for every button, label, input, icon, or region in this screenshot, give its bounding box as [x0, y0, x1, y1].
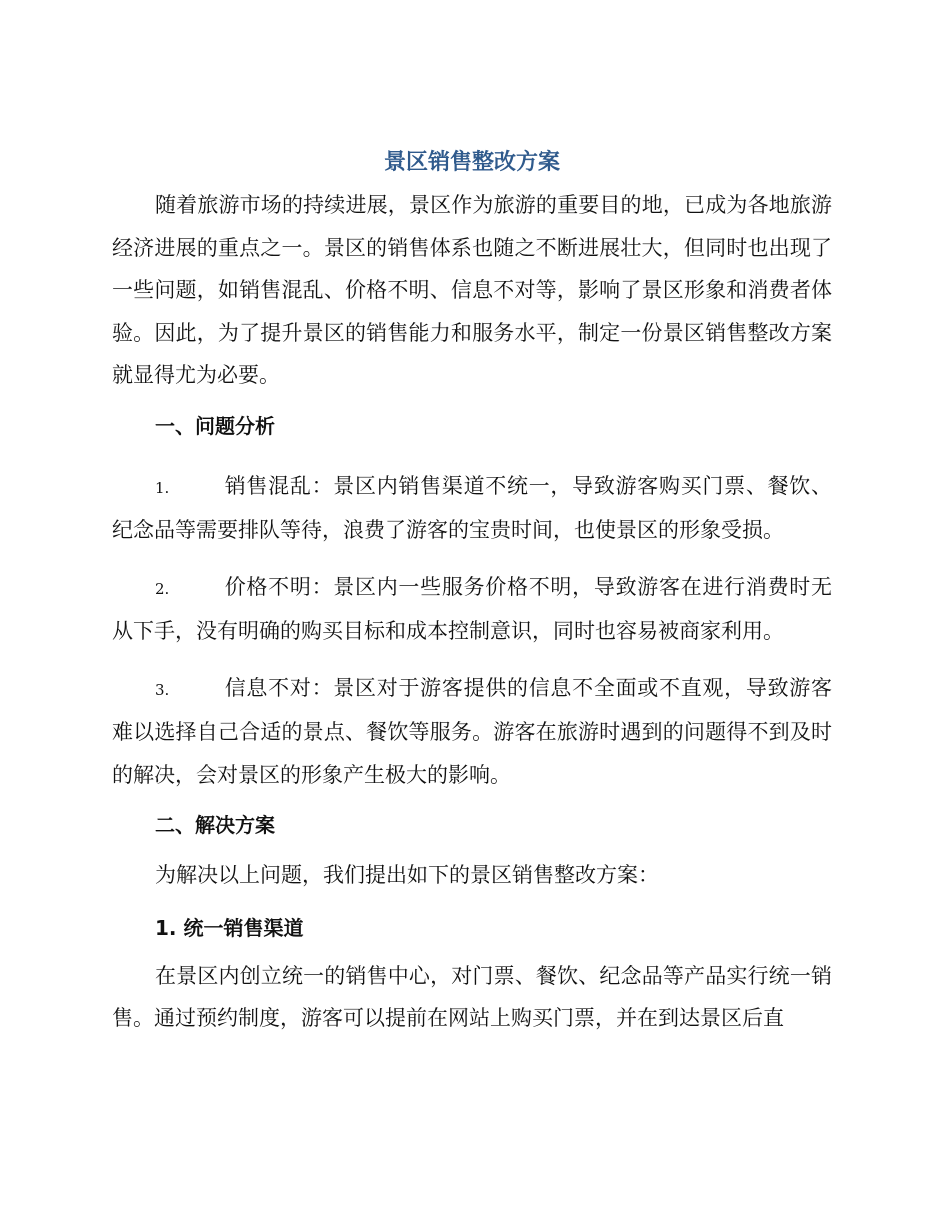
intro-paragraph: 随着旅游市场的持续进展，景区作为旅游的重要目的地，已成为各地旅游经济进展的重点之一。景区的销售体系也随之不断进展壮大，但同时也出现了一些问题，如销售混乱、价格不明、信息不对等，影响了景区形象和消费者体验。因此，为了提升景区的销售能力和服务水平，制定一份景区销售整改方案就显得尤为必要。	[112, 193, 832, 387]
section-heading-problem-analysis: 一、问题分析	[155, 413, 275, 438]
solutions-lead-paragraph: 为解决以上问题，我们提出如下的景区销售整改方案：	[155, 863, 659, 887]
problem-item-number: 2.	[155, 579, 170, 598]
problem-item	[112, 566, 832, 653]
document-title: 景区销售整改方案	[383, 150, 560, 175]
problem-item-text: 信息不对：景区对于游客提供的信息不全面或不直观，导致游客难以选择自己合适的景点、餐饮等服务。游客在旅游时遇到的问题得不到及时的解决，会对景区的形象产生极大的影响。	[112, 675, 832, 787]
section-heading-solutions: 二、解决方案	[155, 813, 275, 837]
problem-item-text: 销售混乱：景区内销售渠道不统一，导致游客购买门票、餐饮、纪念品等需要排队等待，浪费了游客的宝贵时间，也使景区的形象受损。	[112, 473, 832, 542]
subsection-heading-unified-sales: 1. 统一销售渠道	[155, 915, 304, 940]
problem-item	[112, 465, 832, 552]
unified-sales-paragraph: 在景区内创立统一的销售中心，对门票、餐饮、纪念品等产品实行统一销售。通过预约制度，游客可以提前在网站上购买门票，并在到达景区后直	[112, 963, 832, 1030]
problem-item-text: 价格不明：景区内一些服务价格不明，导致游客在进行消费时无从下手，没有明确的购买目标和成本控制意识，同时也容易被商家利用。	[112, 574, 832, 643]
problem-item	[112, 667, 832, 797]
problem-item-number: 1.	[155, 478, 170, 497]
problem-item-number: 3.	[155, 680, 170, 699]
